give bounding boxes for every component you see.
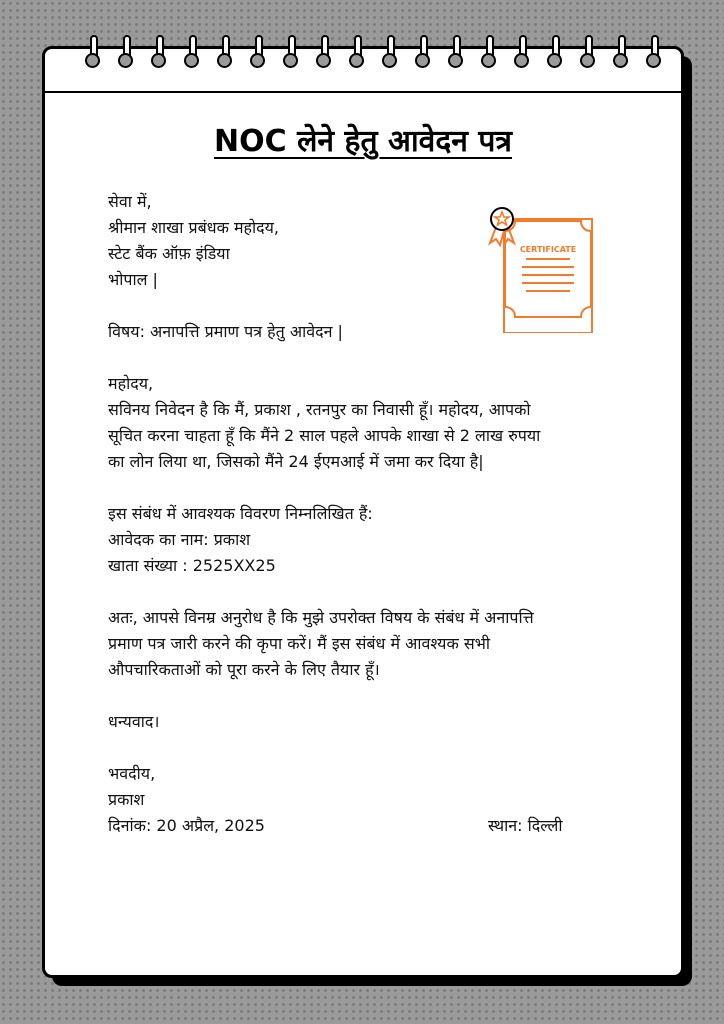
request-paragraph-line: औपचारिकताओं को पूरा करने के लिए तैयार हूँ। (108, 660, 380, 679)
spiral-ring (85, 35, 101, 73)
account-number: खाता संख्या : 2525XX25 (108, 556, 276, 575)
spiral-ring (646, 35, 662, 73)
page-title: NOC लेने हेतु आवेदन पत्र (214, 124, 512, 159)
closing-regards: भवदीय, (108, 764, 156, 783)
details-intro: इस संबंध में आवश्यक विवरण निम्नलिखित हैं: (108, 504, 373, 523)
address-line: सेवा में, (108, 192, 152, 211)
address-line: श्रीमान शाखा प्रबंधक महोदय, (108, 218, 280, 237)
body-paragraph-line: सविनय निवेदन है कि मैं, प्रकाश , रतनपुर का निवासी हूँ। महोदय, आपको (108, 400, 531, 419)
spiral-ring (283, 35, 299, 73)
thanks-line: धन्यवाद। (108, 712, 160, 731)
certificate-label: CERTIFICATE (519, 245, 577, 254)
spiral-binding (85, 35, 645, 85)
spiral-ring (349, 35, 365, 73)
body-paragraph-line: का लोन लिया था, जिसको मैंने 24 ईएमआई में जमा कर दिया है| (108, 452, 484, 471)
spiral-ring (547, 35, 563, 73)
spiral-ring (481, 35, 497, 73)
salutation: महोदय, (108, 374, 154, 393)
signature-name: प्रकाश (108, 790, 145, 809)
spiral-ring (448, 35, 464, 73)
spiral-ring (382, 35, 398, 73)
subject-line: विषय: अनापत्ति प्रमाण पत्र हेतु आवेदन | (108, 322, 343, 341)
spiral-ring (250, 35, 266, 73)
spiral-ring (118, 35, 134, 73)
applicant-name: आवेदक का नाम: प्रकाश (108, 530, 251, 549)
spiral-ring (151, 35, 167, 73)
place-line: स्थान: दिल्ली (488, 816, 563, 835)
spiral-ring (415, 35, 431, 73)
letter-body (108, 189, 648, 839)
request-paragraph-line: अतः, आपसे विनम्र अनुरोध है कि मुझे उपरोक्त विषय के संबंध में अनापत्ति (108, 608, 534, 627)
spiral-ring (184, 35, 200, 73)
address-line: स्टेट बैंक ऑफ़ इंडिया (108, 244, 230, 263)
spiral-ring (580, 35, 596, 73)
request-paragraph-line: प्रमाण पत्र जारी करने की कृपा करें। मैं इस संबंध में आवश्यक सभी (108, 634, 491, 653)
spiral-ring (514, 35, 530, 73)
date-line: दिनांक: 20 अप्रैल, 2025 (108, 816, 265, 835)
address-line: भोपाल | (108, 270, 158, 289)
date-place-row (108, 813, 648, 839)
spiral-ring (217, 35, 233, 73)
spiral-ring (613, 35, 629, 73)
header-divider (45, 91, 681, 93)
spiral-ring (316, 35, 332, 73)
notepad-page (42, 46, 684, 978)
body-paragraph-line: सूचित करना चाहता हूँ कि मैंने 2 साल पहले आपके शाखा से 2 लाख रुपया (108, 426, 541, 445)
